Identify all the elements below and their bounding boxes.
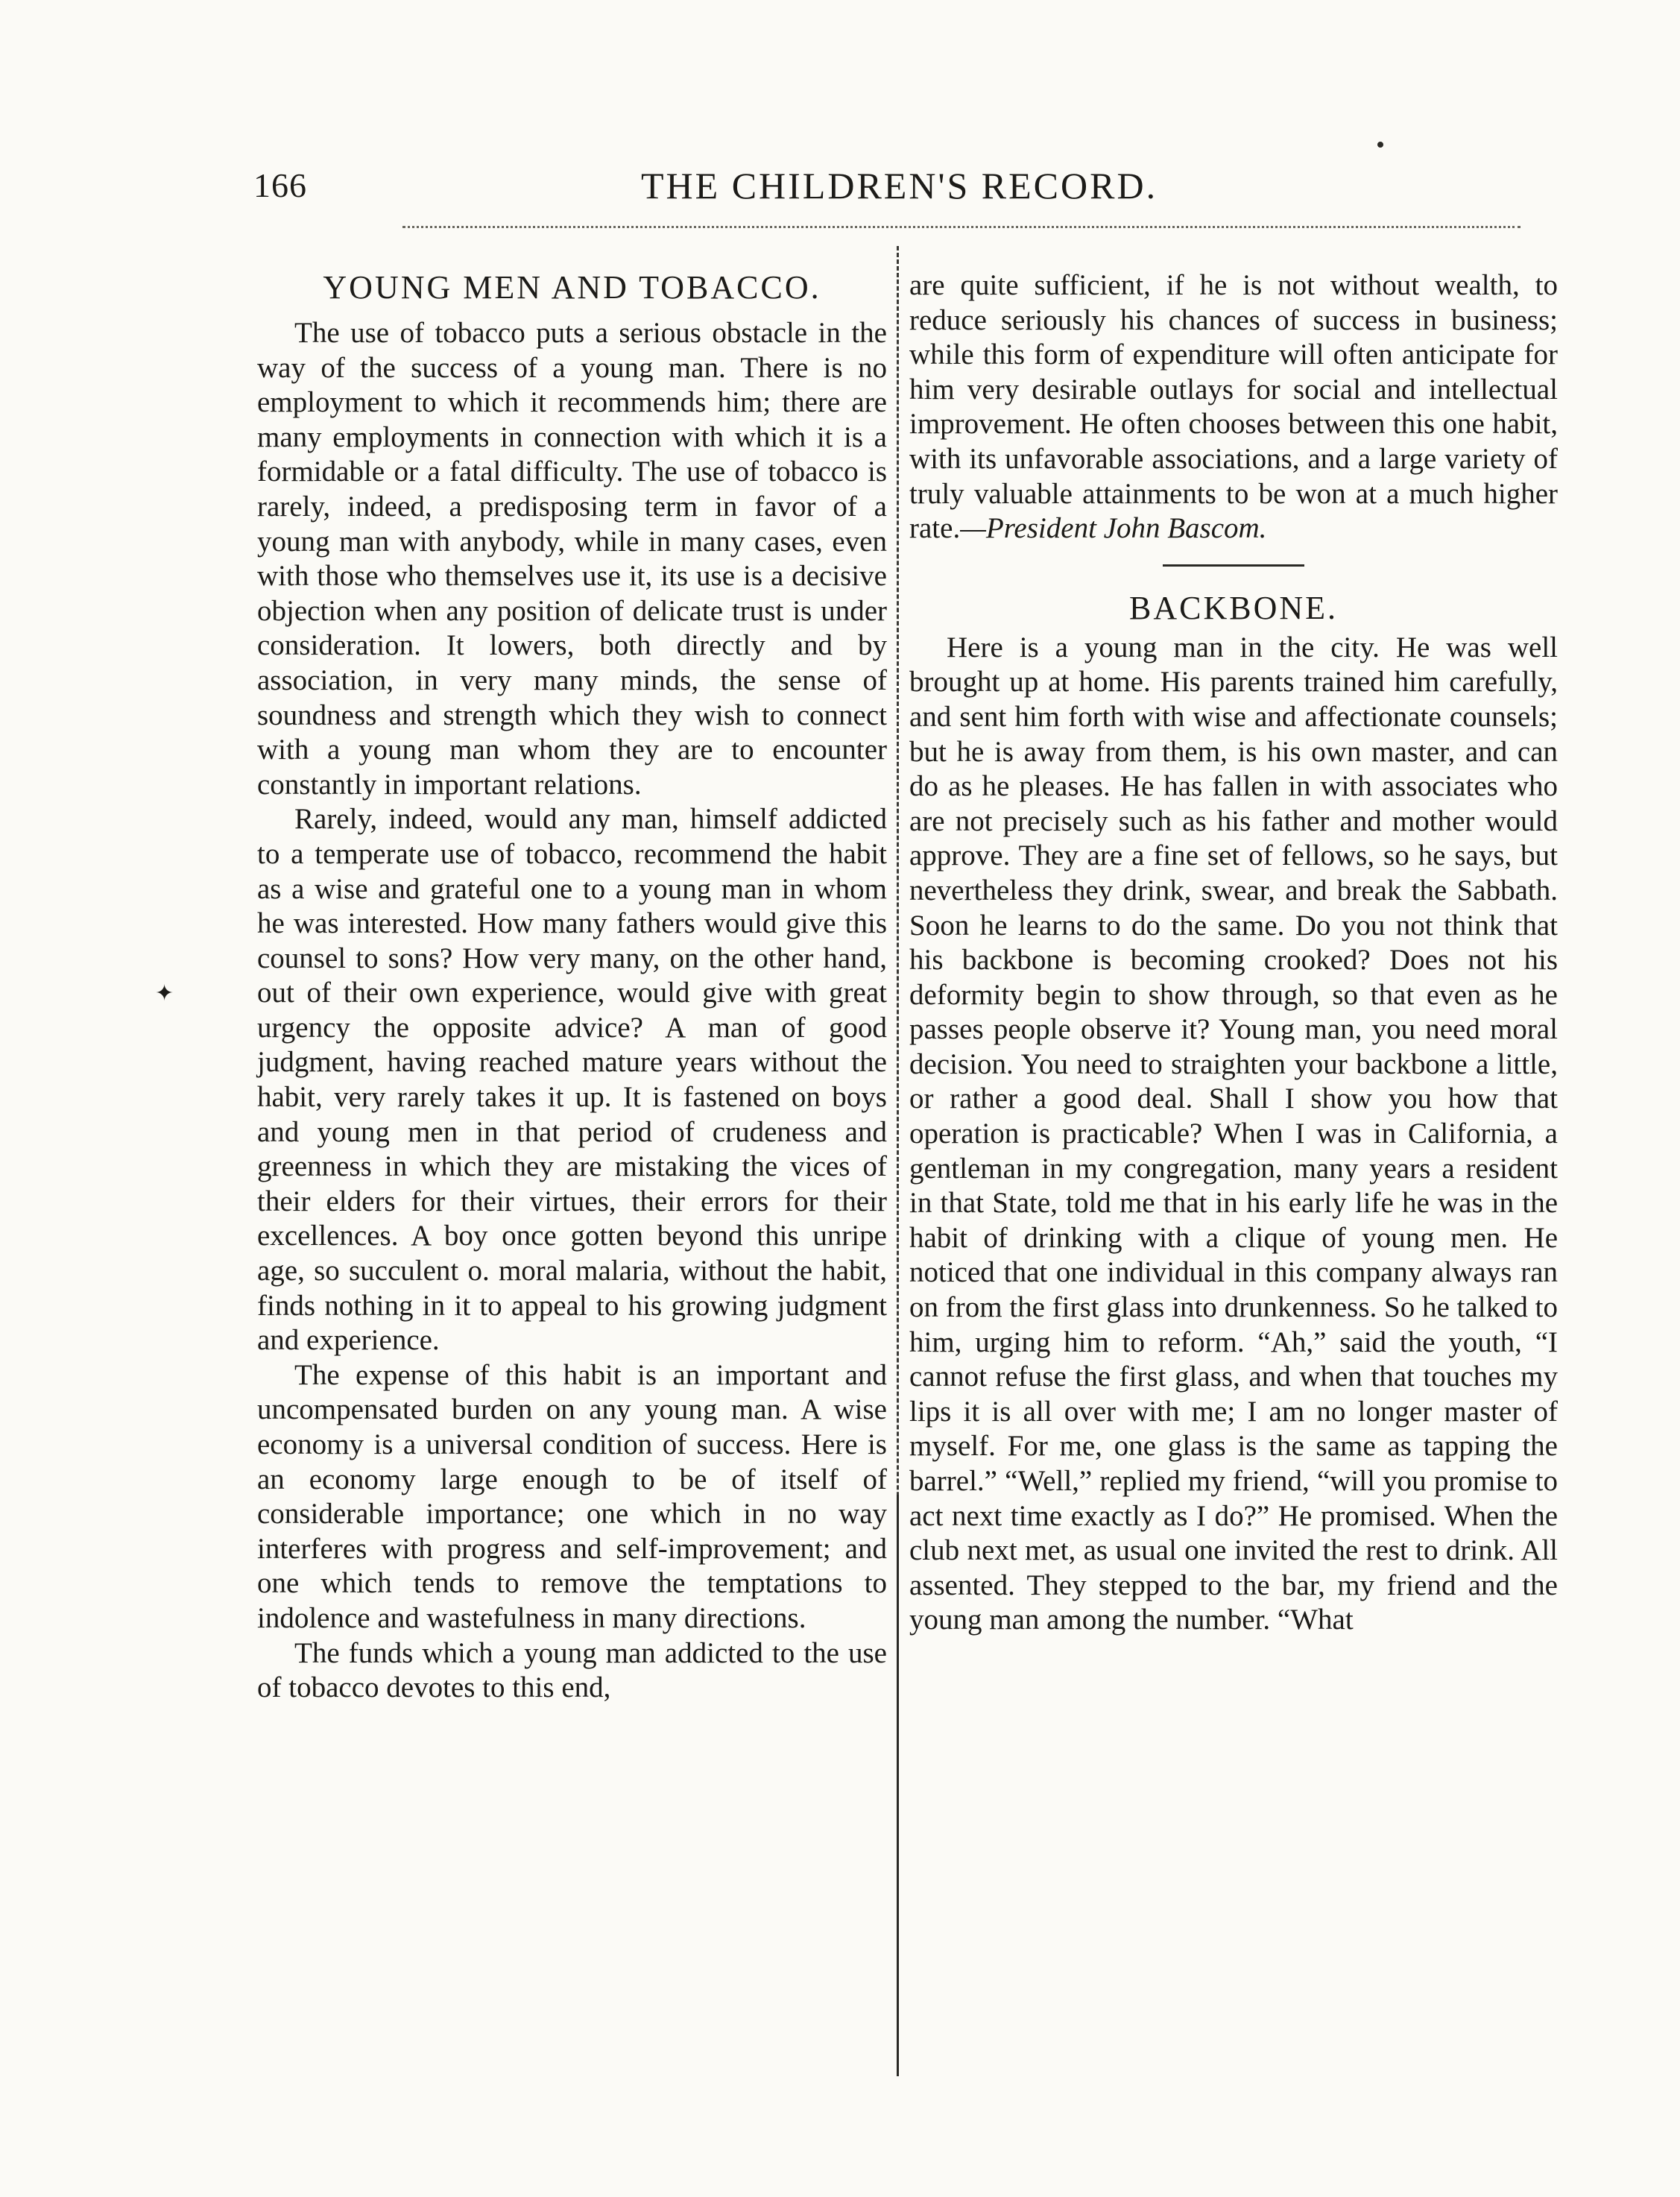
article-title-tobacco: YOUNG MEN AND TOBACCO.: [323, 269, 821, 306]
right-column: [909, 268, 1558, 1638]
section-rule: [1163, 564, 1304, 567]
article-paragraph: The use of tobacco puts a serious obstacle in the way of the success of a young man. There is no employment to which it recommends him; there are many employments in connection with which it is a formidable or a fatal difficulty. The use of tobacco is rarely, indeed, a predisposing term in favor of a young man with anybody, while in many cases, even with those who themselves use it, its use is a decisive objection when any position of delicate trust is under consideration. It lowers, both directly and by association, in very many minds, the sense of soundness and strength which they wish to connect with a young man whom they are to encounter constantly in important relations.: [257, 317, 887, 801]
header-rule: [402, 226, 1520, 228]
running-title: THE CHILDREN'S RECORD.: [641, 165, 1158, 207]
article-paragraph: Here is a young man in the city. He was well brought up at home. His parents trained him carefully, and sent him forth with wise and affectionate counsels; but he is away from them, is his own master, and can do as he pleases. He has fallen in with associates who are not precisely such as his father and mother would approve. They are a fine set of fellows, so he says, but nevertheless they drink, swear, and break the Sabbath. Soon he learns to do the same. Do you not think that his backbone is becoming crooked? Does not his deformity begin to show through, so that even as he passes people observe it? Young man, you need moral decision. You need to straighten your backbone a little, or rather a good deal. Shall I show you how that operation is practicable? When I was in California, a gentleman in my congregation, many years a resident in that State, told me that in his early life he was in the habit of drinking with a clique of young men. He noticed that one individual in this company always ran on from the first glass into drunkenness. So he talked to him, urging him to reform. “Ah,” said the youth, “I cannot refuse the first glass, and when that touches my lips it is all over with me; I am no longer master of myself. For me, one glass is the same as tapping the barrel.” “Well,” replied my friend, “will you promise to act next time exactly as I do?” He promised. When the club next met, as usual one invited the rest to drink. All assented. They stepped to the bar, my friend and the young man among the number. “What: [909, 631, 1558, 1636]
article-attribution: —President John Bascom.: [960, 512, 1267, 545]
continuation-text: are quite sufficient, if he is not without wealth, to reduce seriously his chances of success in business; while this form of expenditure will often anticipate for him very desirable outlays for social and intellectual improvement. He often chooses between this one habit, with its unfavorable associations, and a large variety of truly valuable attainments to be won at a much higher rate.: [909, 269, 1558, 545]
page-number: 166: [253, 166, 307, 204]
article-paragraph: The funds which a young man addicted to the use of tobacco devotes to this end,: [257, 1636, 887, 1704]
left-column: [257, 268, 887, 1706]
article-paragraph: Rarely, indeed, would any man, himself addicted to a temperate use of tobacco, recommend the habit as a wise and grateful one to a young man in whom he was interested. How many fathers would give this counsel to sons? How very many, on the other hand, out of their own experience, would give with great urgency the opposite advice? A man of good judgment, having reached mature years without the habit, very rarely takes it up. It is fastened on boys and young men in that period of crudeness and greenness in which they are mistaking the vices of their elders for their virtues, their errors for their excellences. A boy once gotten beyond this unripe age, so succulent o. moral malaria, without the habit, finds nothing in it to appeal to his growing judgment and experience.: [257, 803, 887, 1357]
corner-ink-dot: [1377, 142, 1383, 148]
column-divider-solid: [897, 1495, 899, 2076]
article-paragraph: The expense of this habit is an important and uncompensated burden on any young man. A wise economy is a universal condition of success. Here is an economy large enough to be of itself of considerable importance; one which in no way interferes with progress and self-improvement; and one which tends to remove the temptations to indolence and wastefulness in many directions.: [257, 1358, 887, 1634]
article-title-backbone: BACKBONE.: [1128, 589, 1339, 626]
margin-bullet-mark: ✦: [155, 981, 174, 1006]
article-continuation: [909, 268, 1558, 546]
